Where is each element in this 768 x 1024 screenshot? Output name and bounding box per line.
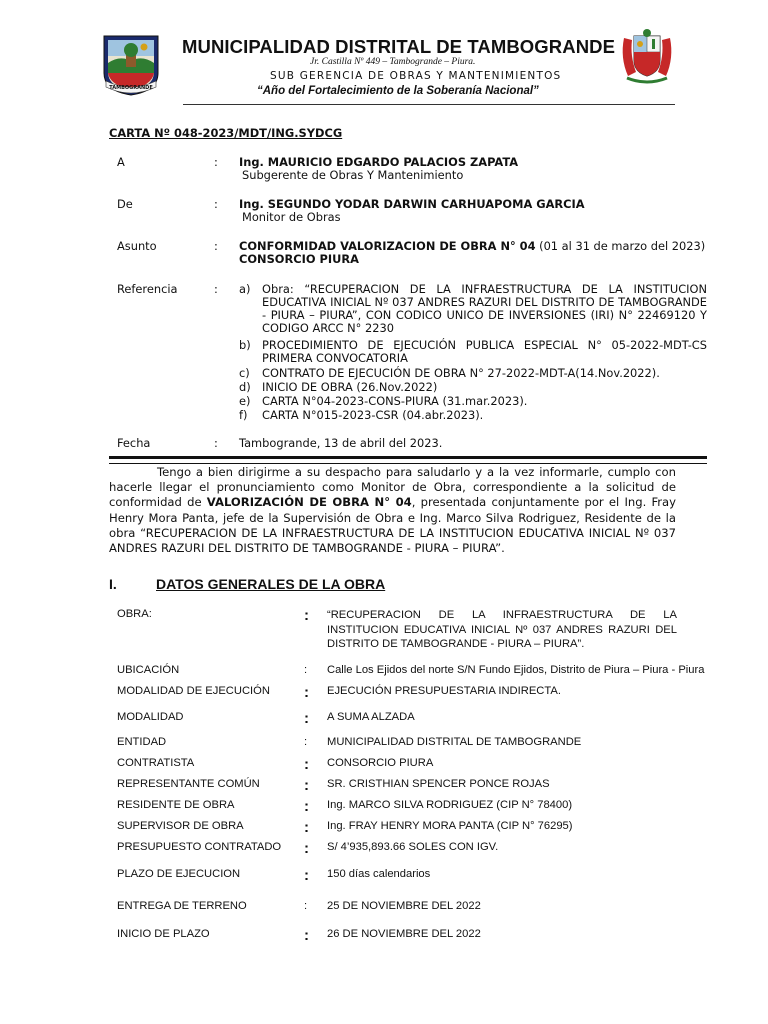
from-colon: : [214,197,218,211]
subject-bold: CONFORMIDAD VALORIZACION DE OBRA N° 04 [239,239,536,253]
row-value: EJECUCIÓN PRESUPUESTARIA INDIRECTA. [327,685,561,697]
municipal-shield-logo [100,33,162,97]
row-value: 25 DE NOVIEMBRE DEL 2022 [327,900,481,912]
subject-colon: : [214,239,218,253]
row-value: Calle Los Ejidos del norte S/N Fundo Ejidos, Distrito de Piura – Piura - Piura [327,664,705,676]
row-value: 26 DE NOVIEMBRE DEL 2022 [327,928,481,940]
to-colon: : [214,155,218,169]
reference-key: c) [239,366,250,380]
row-colon: : [304,927,309,944]
national-coat-of-arms-icon [618,28,676,86]
row-value: “RECUPERACION DE LA INFRAESTRUCTURA DE LA INSTITUCION EDUCATIVA INICIAL Nº 037 ANDRES RAZURI DEL DISTRITO DE TAMBOGRANDE - PIURA – PIURA”. [327,609,677,650]
row-value: CONSORCIO PIURA [327,757,434,769]
reference-key: b) [239,338,251,352]
row-colon: : [304,736,308,748]
reference-text: INICIO DE OBRA (26.Nov.2022) [262,380,438,394]
row-colon: : [304,684,309,701]
row-colon: : [304,798,309,815]
row-label: RESIDENTE DE OBRA [117,799,235,811]
row-label: ENTREGA DE TERRENO [117,900,247,912]
row-colon: : [304,710,309,727]
row-value: Ing. MARCO SILVA RODRIGUEZ (CIP N° 78400) [327,799,573,811]
reference-label: Referencia [117,282,178,296]
reference-key: e) [239,394,251,408]
date-label: Fecha [117,436,151,450]
row-label: OBRA: [117,608,152,620]
row-label: ENTIDAD [117,736,167,748]
header-rule [183,104,675,105]
body-bold: VALORIZACIÓN DE OBRA N° 04 [206,495,412,510]
row-colon: : [304,777,309,794]
header-title: MUNICIPALIDAD DISTRITAL DE TAMBOGRANDE [182,36,616,57]
row-label: INICIO DE PLAZO [117,928,210,940]
section-number: I. [109,576,117,592]
reference-text: PROCEDIMIENTO DE EJECUCIÓN PUBLICA ESPECIAL N° 05-2022-MDT-CS PRIMERA CONVOCATORIA [262,338,707,365]
from-role: Monitor de Obras [242,210,341,224]
body-paragraph [109,465,676,556]
reference-text: CARTA N°04-2023-CONS-PIURA (31.mar.2023). [262,394,528,408]
reference-text: Obra: “RECUPERACION DE LA INFRAESTRUCTURA DE LA INSTITUCION EDUCATIVA INICIAL Nº 037 ANDRES RAZURI DEL DISTRITO DE TAMBOGRANDE - PIURA – PIURA”, CON CODICO UNICO DE INVERSIONES (IRI) N° 22469120 Y CODIGO ARCC N° 2230 [262,282,707,335]
date-colon: : [214,436,218,450]
subject-label: Asunto [117,239,157,253]
body-text-2: , presentada conjuntamente por el Ing. Fray Henry Mora Panta, jefe de la Supervisión de Obra e Ing. Marco Silva Rodriguez, Residente de la obra “RECUPERACION DE LA INFRAESTRUCTURA DE LA INSTITUCION EDUCATIVA INICIAL Nº 037 ANDRES RAZURI DEL DISTRITO DE TAMBOGRANDE - PIURA – PIURA”. [109,495,677,556]
row-colon: : [304,819,309,836]
row-value: MUNICIPALIDAD DISTRITAL DE TAMBOGRANDE [327,736,582,748]
reference-key: d) [239,380,251,394]
row-label: MODALIDAD [117,711,184,723]
row-label: UBICACIÓN [117,664,180,676]
row-label: SUPERVISOR DE OBRA [117,820,244,832]
from-label: De [117,197,133,211]
header-year-motto: “Año del Fortalecimiento de la Soberanía Nacional” [257,85,539,97]
row-colon: : [304,607,309,624]
reference-text: CONTRATO DE EJECUCIÓN DE OBRA N° 27-2022-MDT-A(14.Nov.2022). [262,366,660,380]
row-colon: : [304,756,309,773]
letter-number: CARTA Nº 048-2023/MDT/ING.SYDCG [109,126,343,140]
body-text-1: Tengo a bien dirigirme a su despacho para saludarlo y a la vez informarle, cumplo con hacerle llegar el pronunciamiento como Monitor de Obra, correspondiente a la solicitud de conformidad de [109,465,676,510]
row-label: REPRESENTANTE COMÚN [117,778,260,790]
row-colon: : [304,840,309,857]
row-value: 150 días calendarios [327,868,431,880]
row-label: CONTRATISTA [117,757,195,769]
section-divider [109,456,707,464]
reference-colon: : [214,282,218,296]
reference-key: a) [239,282,251,296]
row-value: SR. CRISTHIAN SPENCER PONCE ROJAS [327,778,550,790]
subject-contractor: CONSORCIO PIURA [239,252,359,266]
to-label: A [117,155,125,169]
from-name: Ing. SEGUNDO YODAR DARWIN CARHUAPOMA GARCIA [239,197,585,211]
row-label: PLAZO DE EJECUCION [117,868,241,880]
date-value: Tambogrande, 13 de abril del 2023. [239,436,443,450]
header-subtitle: SUB GERENCIA DE OBRAS Y MANTENIMIENTOS [270,70,562,82]
subject-period: (01 al 31 de marzo del 2023) [535,239,706,253]
row-label: MODALIDAD DE EJECUCIÓN [117,685,270,697]
row-value: A SUMA ALZADA [327,711,415,723]
svg-text:TAMBOGRANDE: TAMBOGRANDE [109,85,153,91]
section-title: DATOS GENERALES DE LA OBRA [156,576,386,592]
header-address: Jr. Castilla Nº 449 – Tambogrande – Piura. [310,57,476,67]
reference-key: f) [239,408,248,422]
row-value: S/ 4’935,893.66 SOLES CON IGV. [327,841,499,853]
row-colon: : [304,664,308,676]
to-name: Ing. MAURICIO EDGARDO PALACIOS ZAPATA [239,155,519,169]
row-colon: : [304,900,308,912]
row-label: PRESUPUESTO CONTRATADO [117,841,282,853]
to-role: Subgerente de Obras Y Mantenimiento [242,168,464,182]
row-value: Ing. FRAY HENRY MORA PANTA (CIP N° 76295) [327,820,573,832]
row-colon: : [304,867,309,884]
reference-text: CARTA N°015-2023-CSR (04.abr.2023). [262,408,484,422]
